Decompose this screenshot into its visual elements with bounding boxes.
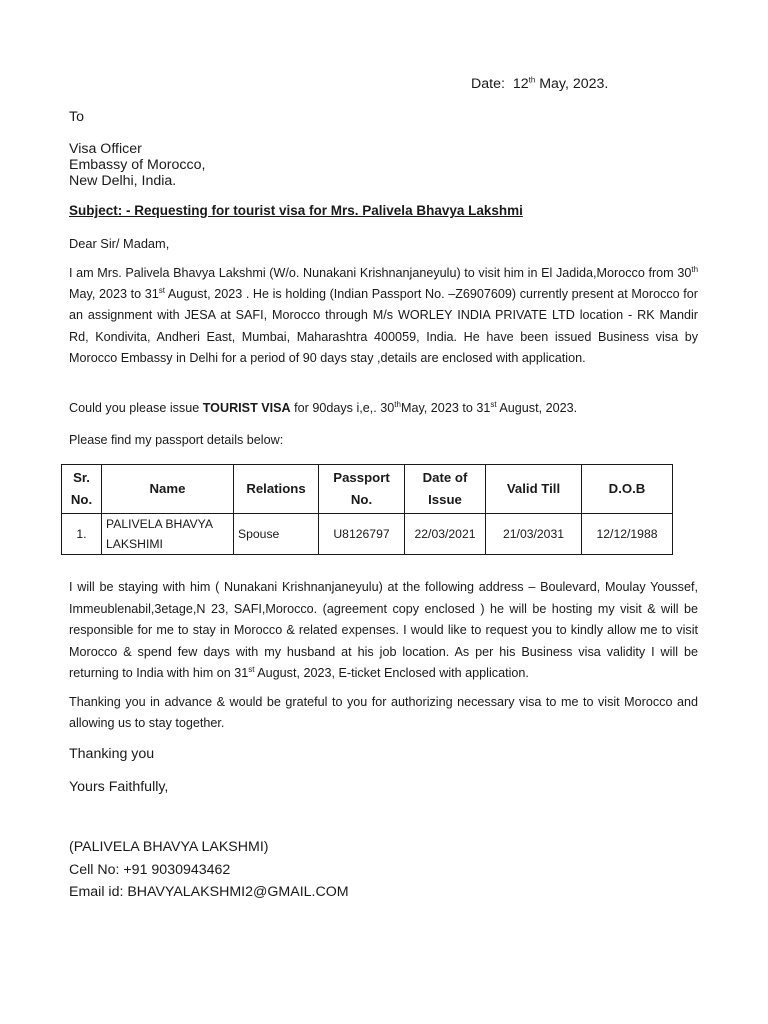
paragraph-thanks: Thanking you in advance & would be grateful to you for authorizing necessary visa to me to visit Morocco and allowing us to stay together. <box>69 695 698 731</box>
para1-text-a: I am Mrs. Palivela Bhavya Lakshmi (W/o. Nunakani Krishnanjaneyulu) to visit him in El Jadida,Morocco from <box>69 266 674 280</box>
date-day-suffix: th <box>528 75 536 85</box>
para1-text-c: August, 2023 . He is holding (Indian Passport No. –Z6907609) currently present at Morocco for an assignment with JESA at SAFI, Morocco through M/s WORLEY INDIA PRIVATE LTD location - RK Mandir Rd, Kondivita, Andheri East, Mumbai, Maharashtra 400059, India. He have been issued Business visa by Morocco Embassy in Delhi for a period of 90 days stay ,details are enclosed with application. <box>69 287 698 365</box>
date-label: Date: <box>471 76 505 92</box>
table-header: Date of Issue <box>405 465 486 514</box>
table-row <box>62 514 673 555</box>
para2-text-c: May, 2023 to 31 <box>400 401 491 415</box>
table-header: Valid Till <box>486 465 582 514</box>
para4-text-a: I will be staying with him ( Nunakani Krishnanjaneyulu) at the following address – Boulevard, Moulay Youssef, Immeublenabil,3etage,N 23, SAFI,Morocco. (agreement copy enclosed ) he will be hosting my visit & will be responsible for me to stay in Morocco & related expenses. I would like to request you to kindly allow me to visit Morocco & spend few days with my husband at his job location. As per his Business visa validity I will be returning to India with him on 31 <box>69 580 698 680</box>
signature-name: (PALIVELA BHAVYA LAKSHMI) <box>69 839 269 855</box>
para1-sup1: th <box>691 264 699 274</box>
signature-email: Email id: BHAVYALAKSHMI2@GMAIL.COM <box>69 884 349 900</box>
para1-text-b: May, 2023 to 31 <box>69 287 159 302</box>
paragraph-intro <box>69 263 698 369</box>
date-day: 12 <box>512 76 529 92</box>
table-cell: 1. <box>62 514 102 555</box>
date-rest: May, 2023. <box>539 76 609 92</box>
para4-sup1: st <box>248 664 255 674</box>
table-header-row <box>62 465 673 514</box>
table-header: Relations <box>234 465 319 514</box>
to-line: To <box>69 109 84 125</box>
para1-day: 30 <box>677 266 692 280</box>
para2-text-b: for 90days i,e,. 30 <box>290 401 395 415</box>
salutation: Dear Sir/ Madam, <box>69 236 170 251</box>
paragraph-request <box>69 398 698 419</box>
paragraph-passport-intro: Please find my passport details below: <box>69 433 284 447</box>
para2-sup2: st <box>490 399 497 409</box>
closing-thanking: Thanking you <box>69 746 155 762</box>
recipient-address <box>69 141 205 189</box>
address-line: Visa Officer <box>69 141 142 157</box>
para2-bold: TOURIST VISA <box>202 401 291 415</box>
passport-details-table <box>61 464 673 555</box>
table-header: D.O.B <box>582 465 673 514</box>
para1-sup2: st <box>158 286 165 296</box>
table-cell: 22/03/2021 <box>405 514 486 555</box>
table-cell: Spouse <box>234 514 319 555</box>
para2-text-a: Could you please issue <box>69 401 203 415</box>
table-header: Sr. No. <box>62 465 102 514</box>
para2-sup1: th <box>394 399 401 409</box>
letter-date <box>471 76 608 92</box>
table-header: Name <box>102 465 234 514</box>
signature-cell: Cell No: +91 9030943462 <box>69 861 231 878</box>
address-line: New Delhi, India. <box>69 173 177 189</box>
table-cell: 12/12/1988 <box>582 514 673 555</box>
table-cell: PALIVELA BHAVYA LAKSHIMI <box>102 514 234 555</box>
paragraph-stay <box>69 577 698 685</box>
signature-block <box>69 836 349 904</box>
table-header: Passport No. <box>319 465 405 514</box>
para2-text-d: August, 2023. <box>496 401 578 415</box>
closing-faithfully: Yours Faithfully, <box>69 779 169 795</box>
para4-text-b: August, 2023, E-ticket Enclosed with application. <box>254 666 529 680</box>
address-line: Embassy of Morocco, <box>69 157 206 173</box>
table-cell: U8126797 <box>319 514 405 555</box>
table-cell: 21/03/2031 <box>486 514 582 555</box>
subject-line: Subject: - Requesting for tourist visa for Mrs. Palivela Bhavya Lakshmi <box>69 203 523 218</box>
